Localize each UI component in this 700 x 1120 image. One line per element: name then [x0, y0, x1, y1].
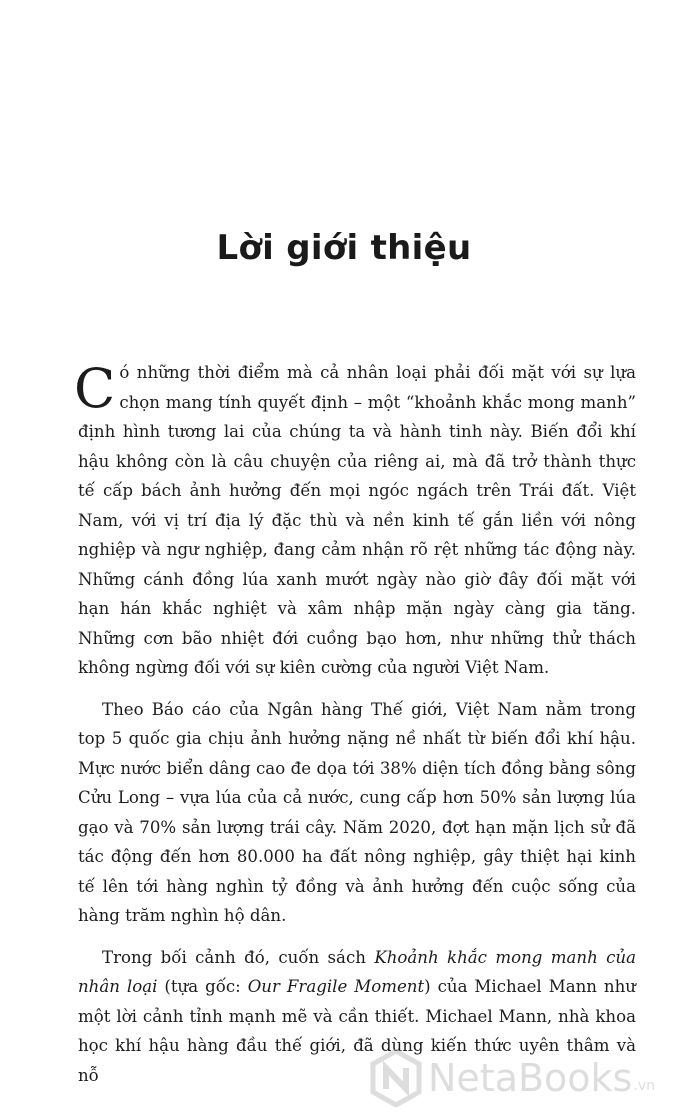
book-title-vi: Khoảnh khắc mong manh của nhân loại	[78, 947, 637, 996]
drop-cap: C	[74, 357, 116, 420]
paragraph-1	[74, 357, 636, 683]
netabooks-watermark	[370, 1048, 698, 1108]
paragraph-3-text-a: Trong bối cảnh đó, cuốn sách	[102, 947, 375, 967]
paragraph-3-text-c: ) của Michael Mann như một lời cảnh tỉnh mạnh mẽ và cần thiết. Michael Mann, nhà khoa học khí hậu hàng đầu thế giới, đã dùng kiến thức uyên thâm và nỗ	[78, 977, 636, 1085]
watermark-suffix: .vn	[633, 1078, 655, 1094]
netabooks-logo-icon	[370, 1049, 422, 1107]
book-title-original: Our Fragile Moment	[247, 977, 425, 996]
watermark-brand: NetaBooks	[428, 1056, 633, 1100]
paragraph-2: Theo Báo cáo của Ngân hàng Thế giới, Việt Nam nằm trong top 5 quốc gia chịu ảnh hưởng nặng nề nhất từ biến đổi khí hậu. Mực nước biển dâng cao đe dọa tới 38% diện tích đồng bằng sông Cửu Long – vựa lúa của cả nước, cung cấp hơn 50% sản lượng lúa gạo và 70% sản lượng trái cây. Năm 2020, đợt hạn mặn lịch sử đã tác động đến hơn 80.000 ha đất nông nghiệp, gây thiệt hại kinh tế lên tới hàng nghìn tỷ đồng và ảnh hưởng đến cuộc sống của hàng trăm nghìn hộ dân.	[78, 699, 636, 925]
chapter-title: Lời giới thiệu	[216, 228, 472, 268]
paragraph-1-text: ó những thời điểm mà cả nhân loại phải đối mặt với sự lựa chọn mang tính quyết định – một “khoảnh khắc mong manh” định hình tương lai của chúng ta và hành tinh này. Biến đổi khí hậu không còn là câu chuyện của riêng ai, mà đã trở thành thực tế cấp bách ảnh hưởng đến mọi ngóc ngách trên Trái đất. Việt Nam, với vị trí địa lý đặc thù và nền kinh tế gắn liền với nông nghiệp và ngư nghiệp, đang cảm nhận rõ rệt những tác động này. Những cánh đồng lúa xanh mướt ngày nào giờ đây đối mặt với hạn hán khắc nghiệt và xâm nhập mặn ngày càng gia tăng. Những cơn bão nhiệt đới cuồng bạo hơn, như những thử thách không ngừng đối với sự kiên cường của người Việt Nam.	[78, 363, 636, 677]
paragraph-3-text-b: (tựa gốc:	[157, 977, 248, 996]
body-text	[74, 357, 637, 1102]
